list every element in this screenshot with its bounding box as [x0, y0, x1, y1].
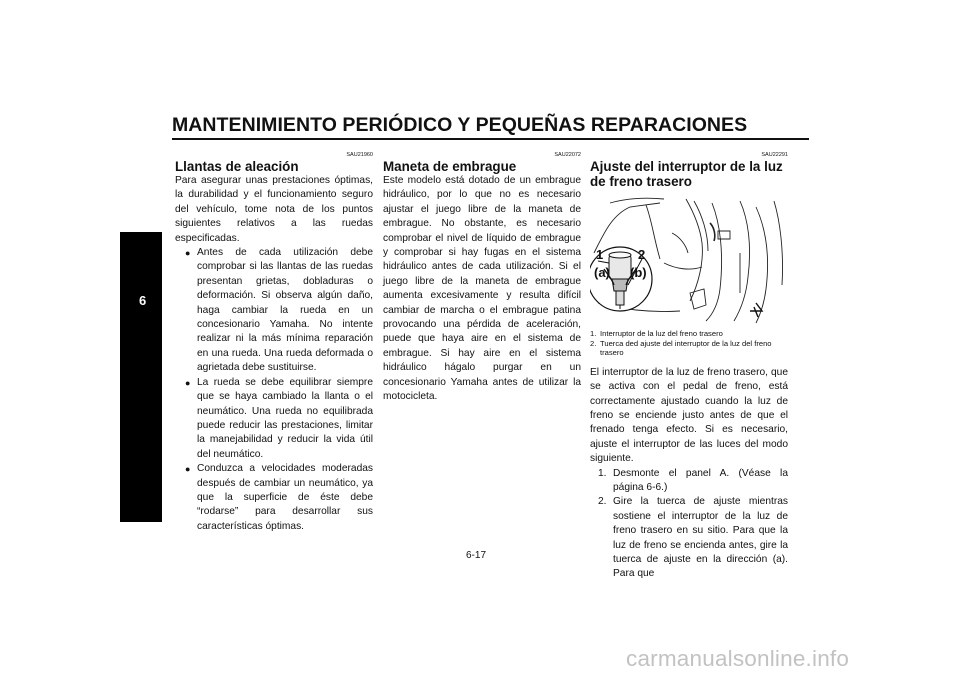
column-brake-light-switch: [590, 151, 788, 582]
title-rule: [172, 138, 809, 140]
bullet-text: La rueda se debe equilibrar siempre que se haya cambiado la llanta o el neumático. Una rueda no equilibrada puede reducir las prestaciones, limitar la manejabilidad y reducir la vida útil del neumático.: [197, 376, 373, 460]
label-b: (b): [630, 265, 647, 280]
chapter-tab: [120, 232, 162, 522]
page-title: MANTENIMIENTO PERIÓDICO Y PEQUEÑAS REPARACIONES: [172, 114, 748, 136]
caption-text: Interruptor de la luz del freno trasero: [600, 329, 723, 338]
bullet-list: [175, 246, 373, 534]
brake-switch-illustration: [590, 193, 788, 326]
steps-list: [590, 467, 788, 582]
section-heading: Llantas de aleación: [175, 159, 299, 174]
section-code: SAU21960: [346, 152, 373, 158]
bullet-icon: ●: [185, 464, 191, 475]
caption-item: [590, 339, 788, 358]
intro-paragraph: Para asegurar unas prestaciones óptimas, la durabilidad y el funcionamiento seguro del vehículo, tome nota de los puntos siguientes relativos a las ruedas especificadas.: [175, 175, 373, 244]
section-code: SAU22291: [761, 152, 788, 158]
step-item: [590, 495, 788, 581]
bullet-item: [175, 462, 373, 534]
body-paragraph: Este modelo está dotado de un embrague hidráulico, por lo que no es necesario ajustar el juego libre de la maneta de embrague. No obstante, es necesario comprobar el nivel de líquido de embrague y comprobar si hay fugas en el sistema hidráulico antes de cada utilización. Si el juego libre de la maneta de embrague aumenta excesivamente y resulta difícil cambiar de marcha o el embrague patina provocando una pérdida de aceleración, puede que haya aire en el sistema de embrague. Si hay aire en el sistema hidráulico hágalo purgar en un concesionario Yamaha antes de utilizar la motocicleta.: [383, 175, 581, 403]
bullet-icon: ●: [185, 248, 191, 259]
caption-number: 1.: [590, 329, 597, 338]
figure-captions: [590, 329, 788, 358]
section-code: SAU22072: [554, 152, 581, 158]
caption-item: [590, 329, 788, 339]
step-item: [590, 467, 788, 496]
label-1: 1: [596, 247, 604, 262]
bullet-text: Conduzca a velocidades moderadas después de cambiar un neumático, ya que la superficie de éste debe “rodarse” para desarrollar sus características óptimas.: [197, 463, 373, 532]
chapter-number: 6: [139, 293, 147, 308]
column-clutch-lever: [383, 151, 581, 405]
step-number: 2.: [598, 496, 607, 508]
bullet-text: Antes de cada utilización debe comprobar si las llantas de las ruedas presentan grietas, dobladuras o deformación. Si observa algún daño, haga cambiar la rueda en un concesionario Yamaha. No intente realizar ni la más mínima reparación en una rueda. Una rueda deformada o agrietada debe sustituirse.: [197, 247, 373, 374]
body-paragraph: El interruptor de la luz de freno trasero, que se activa con el pedal de freno, está correctamente ajustado cuando la luz de freno se enciende justo antes de que el frenado tenga efecto. Si es necesario, ajuste el interruptor de las luces del modo siguiente.: [590, 366, 788, 465]
step-text: Gire la tuerca de ajuste mientras sostiene el interruptor de la luz de freno trasero en su sitio. Para que la luz de freno se encienda antes, gire la tuerca de ajuste en la dirección (a). Para que: [613, 496, 788, 580]
caption-text: Tuerca ded ajuste del interruptor de la luz del freno trasero: [600, 338, 772, 358]
section-heading: Maneta de embrague: [383, 159, 517, 174]
caption-number: 2.: [590, 338, 597, 348]
step-text: Desmonte el panel A. (Véase la página 6-6.): [613, 467, 788, 494]
bullet-item: [175, 376, 373, 462]
bullet-icon: ●: [185, 377, 191, 388]
bullet-item: [175, 246, 373, 376]
watermark: carmanualsonline.info: [626, 646, 850, 671]
label-a: (a): [594, 265, 610, 280]
figure-mark: [750, 303, 762, 317]
step-number: 1.: [598, 467, 607, 479]
column-alloy-wheels: [175, 151, 373, 534]
label-2: 2: [638, 247, 646, 262]
page-number: 6-17: [466, 550, 487, 561]
section-heading: Ajuste del interruptor de la luz de freno trasero: [590, 159, 783, 189]
